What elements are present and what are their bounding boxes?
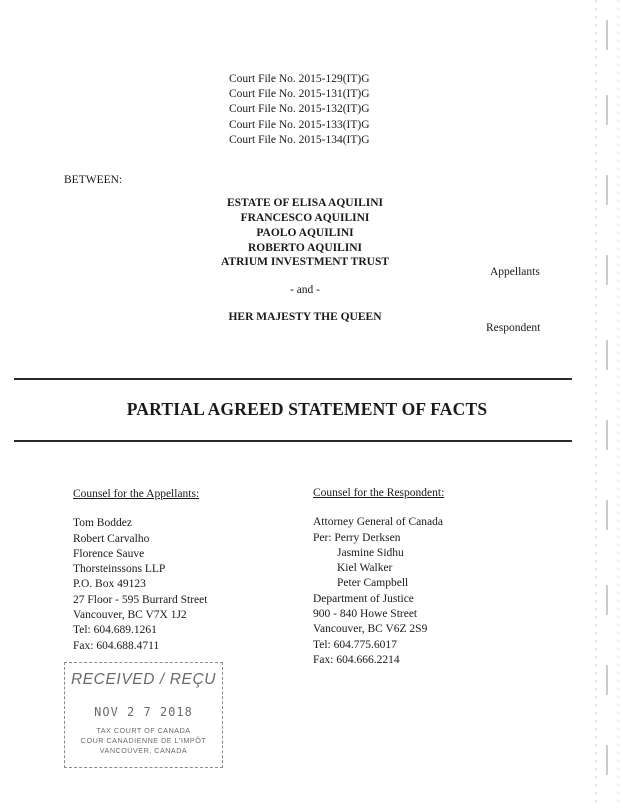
received-stamp (64, 662, 223, 768)
appellant-counsel-heading: Counsel for the Appellants: (73, 488, 200, 500)
counsel-line: Kiel Walker (337, 562, 393, 575)
counsel-line: Department of Justice (313, 592, 414, 605)
appellants-role: Appellants (490, 266, 540, 278)
appellant-name: ATRIUM INVESTMENT TRUST (220, 256, 390, 268)
counsel-line: Fax: 604.666.2214 (313, 653, 400, 666)
appellant-counsel-block (73, 487, 207, 654)
respondent-counsel-heading: Counsel for the Respondent: (313, 487, 445, 499)
counsel-line: 27 Floor - 595 Burrard Street (73, 593, 208, 606)
court-file-number: Court File No. 2015-132(IT)G (229, 103, 370, 116)
counsel-line: Vancouver, BC V6Z 2S9 (313, 623, 428, 636)
court-file-number: Court File No. 2015-129(IT)G (229, 73, 370, 85)
counsel-line: Peter Campbell (337, 577, 409, 590)
counsel-line: Fax: 604.688.4711 (73, 639, 160, 652)
respondent-name: HER MAJESTY THE QUEEN (228, 311, 382, 323)
counsel-line: Florence Sauve (73, 547, 145, 560)
counsel-line: Tel: 604.689.1261 (73, 624, 157, 637)
between-label: BETWEEN: (64, 174, 123, 186)
counsel-line: Tom Boddez (73, 517, 132, 530)
counsel-line: Attorney General of Canada (313, 516, 443, 529)
top-rule (14, 378, 572, 380)
court-file-number: Court File No. 2015-133(IT)G (229, 118, 370, 131)
counsel-line: Thorsteinssons LLP (73, 563, 166, 576)
appellant-name: FRANCESCO AQUILINI (240, 212, 370, 224)
stamp-line: TAX COURT OF CANADA (96, 726, 191, 735)
respondent-counsel-block (313, 486, 444, 668)
bottom-rule (14, 440, 572, 442)
court-file-numbers (229, 72, 370, 148)
counsel-line: P.O. Box 49123 (73, 578, 146, 591)
stamp-line: VANCOUVER, CANADA (99, 746, 188, 755)
counsel-line: Robert Carvalho (73, 532, 150, 545)
stamp-date: NOV 2 7 2018 (94, 705, 193, 719)
appellant-name: PAOLO AQUILINI (256, 227, 354, 239)
document-title: PARTIAL AGREED STATEMENT OF FACTS (126, 399, 488, 419)
appellant-name: ESTATE OF ELISA AQUILINI (226, 197, 384, 209)
court-file-number: Court File No. 2015-134(IT)G (229, 133, 370, 146)
counsel-line: Vancouver, BC V7X 1J2 (73, 609, 187, 622)
counsel-line: Jasmine Sidhu (337, 546, 404, 559)
stamp-received-text: RECEIVED / REÇU (70, 671, 217, 688)
respondent-role: Respondent (486, 322, 541, 334)
counsel-line: 900 - 840 Howe Street (313, 608, 418, 621)
counsel-line: Per: Perry Derksen (313, 531, 401, 544)
and-separator: - and - (289, 284, 320, 296)
counsel-line: Tel: 604.775.6017 (313, 638, 397, 651)
appellant-name: ROBERTO AQUILINI (247, 242, 363, 254)
scan-edge-decoration (590, 0, 623, 808)
stamp-line: COUR CANADIENNE DE L'IMPÔT (80, 736, 207, 745)
court-file-number: Court File No. 2015-131(IT)G (229, 88, 370, 101)
